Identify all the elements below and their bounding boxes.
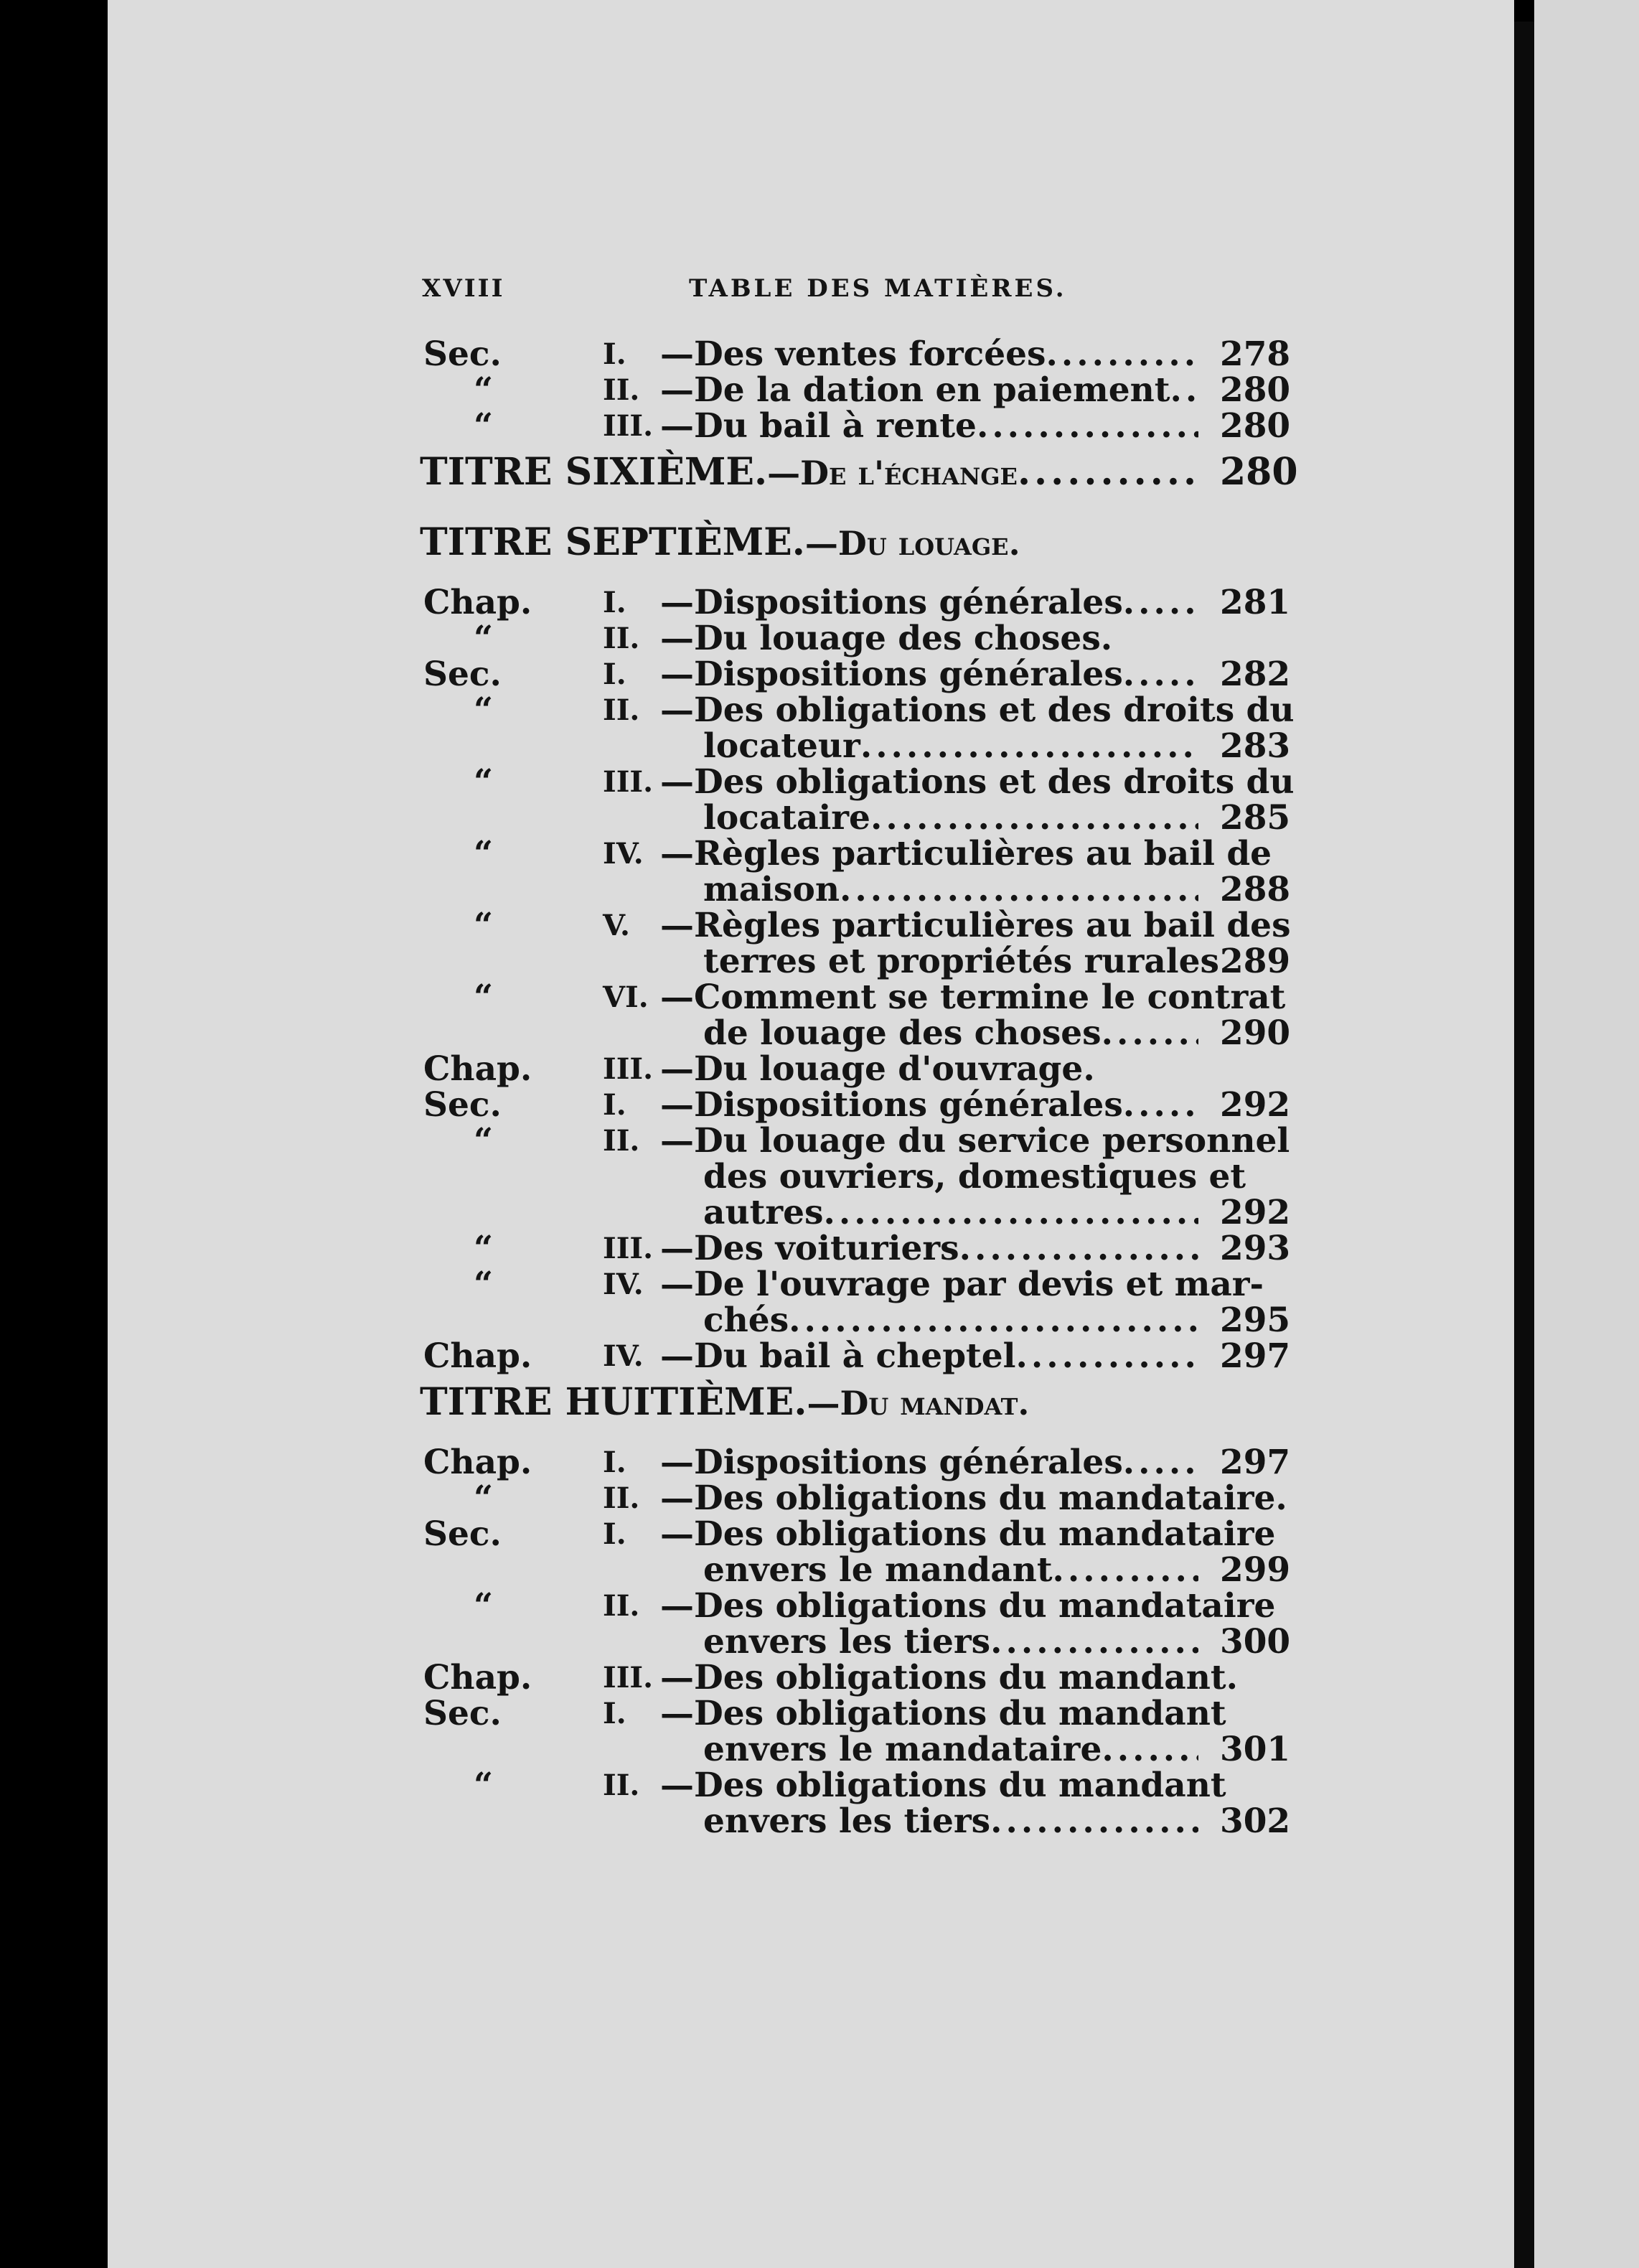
page-number: 293 (1220, 1229, 1291, 1268)
entry-title-text: —Du louage d'ouvrage. (660, 1049, 1095, 1089)
page-number: 288 (1220, 870, 1291, 909)
entry-title-continuation (703, 1803, 1198, 1840)
entry-continuation-text: maison (703, 870, 840, 909)
toc-entry-continuation (0, 1623, 1435, 1661)
toc-entry (0, 1480, 1435, 1517)
toc-entry (0, 1338, 1435, 1375)
toc-entry (0, 408, 1435, 445)
page-number: 295 (1220, 1301, 1291, 1340)
entry-title-continuation (703, 1302, 1198, 1339)
toc-entry (0, 1266, 1435, 1303)
entry-title-text: —Des obligations et des droits du (660, 762, 1295, 802)
entry-continuation-text: terres et propriétés rurales (703, 942, 1219, 981)
titre-heading: TITRE SEPTIÈME. (420, 520, 805, 564)
leader-dots (789, 1302, 1198, 1339)
entry-continuation-text: des ouvriers, domestiques et (703, 1157, 1246, 1196)
entry-title (660, 372, 1198, 409)
toc-entry (0, 1588, 1435, 1625)
entry-number: I. (603, 657, 626, 691)
entry-number: I. (603, 1088, 626, 1122)
entry-title (660, 834, 1272, 873)
toc-entry (0, 1444, 1435, 1481)
entry-title-continuation (703, 871, 1198, 909)
leader-dots (959, 1230, 1198, 1267)
entry-number: I. (603, 1445, 626, 1479)
toc-entry (0, 1087, 1435, 1124)
toc-entry-continuation (0, 800, 1435, 837)
page-number: 290 (1220, 1013, 1291, 1053)
entry-number: IV. (603, 1267, 644, 1301)
page-number: 278 (1220, 334, 1291, 374)
leader-dots (1123, 584, 1198, 622)
entry-title (660, 1051, 1198, 1088)
leader-dots (1170, 372, 1199, 409)
entry-label: “ (474, 690, 494, 730)
page-number: 283 (1220, 726, 1291, 766)
toc-entry (0, 692, 1435, 729)
leader-dots (1123, 1087, 1198, 1124)
leader-dots (990, 1623, 1198, 1661)
toc-titre-text (420, 450, 1198, 494)
entry-number: I. (603, 337, 626, 371)
toc-titre-row (420, 520, 1285, 564)
entry-label: “ (474, 1586, 494, 1626)
titre-heading: TITRE HUITIÈME. (420, 1380, 807, 1424)
entry-number: II. (603, 1481, 640, 1515)
entry-label: Chap. (423, 1658, 532, 1697)
entry-title-text: —Des obligations du mandataire (660, 1514, 1276, 1554)
toc-titre-text (420, 1380, 1198, 1424)
toc-entry (0, 1123, 1435, 1160)
entry-label: “ (474, 906, 494, 945)
entry-title-text: —Des obligations du mandant (660, 1694, 1226, 1733)
titre-subject: —Du mandat. (807, 1384, 1030, 1423)
entry-title (660, 620, 1198, 657)
entry-number: II. (603, 622, 640, 655)
entry-number: III. (603, 409, 654, 443)
entry-label: “ (474, 1479, 494, 1518)
entry-label: Sec. (423, 1514, 502, 1554)
toc-entry-continuation (0, 943, 1435, 980)
entry-title-text: —De la dation en paiement (660, 370, 1170, 410)
page-number: 280 (1220, 450, 1298, 494)
entry-number: III. (603, 765, 654, 799)
entry-title-continuation (703, 1623, 1198, 1661)
page-gutter (1514, 22, 1534, 2268)
page-number: 299 (1220, 1550, 1291, 1590)
entry-label: “ (474, 1229, 494, 1268)
entry-continuation-text: chés (703, 1301, 789, 1340)
page-number: 285 (1220, 798, 1291, 838)
entry-label: Chap. (423, 583, 532, 622)
entry-title-text: —Règles particulières au bail des (660, 906, 1291, 945)
entry-label: “ (474, 619, 494, 658)
entry-title-text: —Comment se termine le contrat (660, 978, 1286, 1017)
leader-dots (1018, 454, 1198, 491)
titre-subject: —Du louage. (804, 524, 1020, 563)
leader-dots (1123, 1444, 1198, 1481)
leader-dots (840, 871, 1198, 909)
entry-continuation-text: envers le mandant (703, 1550, 1053, 1590)
entry-continuation-text: de louage des choses (703, 1013, 1102, 1053)
leader-dots (860, 728, 1198, 765)
entry-title-text: —Dispositions générales (660, 1443, 1123, 1482)
entry-label: Chap. (423, 1336, 532, 1376)
entry-title (660, 1479, 1287, 1518)
entry-title-text: —Du bail à rente (660, 406, 977, 446)
entry-label: Sec. (423, 334, 502, 374)
entry-title-continuation (703, 728, 1198, 765)
entry-continuation-text: locataire (703, 798, 870, 838)
entry-number: II. (603, 693, 640, 727)
page-number: 297 (1220, 1336, 1291, 1376)
entry-title (660, 656, 1198, 693)
entry-title-text: —Des ventes forcées (660, 334, 1046, 374)
entry-title-text: —Dispositions générales (660, 655, 1123, 694)
toc-entry-continuation (0, 1731, 1435, 1768)
entry-label: Sec. (423, 1085, 502, 1125)
toc-titre-row (420, 1380, 1285, 1424)
entry-title-continuation (703, 1194, 1198, 1232)
leader-dots (977, 408, 1198, 445)
entry-number: I. (603, 1517, 626, 1551)
toc-entry (0, 979, 1435, 1016)
entry-title-text: —Des voituriers (660, 1229, 959, 1268)
toc-entry (0, 1767, 1435, 1804)
entry-title-continuation (703, 800, 1198, 837)
entry-title (660, 762, 1295, 802)
entry-title-continuation (703, 942, 1219, 981)
entry-label: “ (474, 406, 494, 446)
entry-title-continuation (703, 1015, 1198, 1052)
toc-titre-row (420, 450, 1298, 494)
entry-label: Chap. (423, 1049, 532, 1089)
entry-number: II. (603, 1768, 640, 1802)
toc-entry-continuation (0, 871, 1435, 909)
entry-label: “ (474, 1766, 494, 1805)
entry-title-continuation (703, 1552, 1198, 1589)
entry-title-text: —Dispositions générales (660, 1085, 1123, 1125)
toc-entry-continuation (0, 1803, 1435, 1840)
toc-entry (0, 835, 1435, 873)
entry-title-text: —Du louage du service personnel (660, 1121, 1290, 1161)
entry-title (660, 1514, 1276, 1554)
titre-heading: TITRE SIXIÈME. (420, 450, 768, 494)
page-number: 292 (1220, 1193, 1291, 1232)
entry-title (660, 1121, 1290, 1161)
entry-continuation-text: envers le mandataire (703, 1730, 1102, 1769)
entry-title (660, 1658, 1238, 1697)
page-number: 301 (1220, 1730, 1291, 1769)
titre-subject: —De l'échange (767, 454, 1018, 492)
toc-entry (0, 584, 1435, 622)
page-number: 280 (1220, 406, 1291, 446)
entry-title-text: —Règles particulières au bail de (660, 834, 1272, 873)
entry-title (660, 1265, 1264, 1304)
entry-label: “ (474, 834, 494, 873)
toc-entry (0, 1051, 1435, 1088)
entry-title (660, 1338, 1198, 1375)
entry-title (660, 1444, 1198, 1481)
entry-number: III. (603, 1661, 654, 1695)
entry-title-text: —De l'ouvrage par devis et mar- (660, 1265, 1264, 1304)
leader-dots (1102, 1015, 1198, 1052)
leader-dots (990, 1803, 1198, 1840)
entry-label: “ (474, 978, 494, 1017)
entry-title (660, 906, 1291, 945)
entry-label: Chap. (423, 1443, 532, 1482)
entry-label: “ (474, 1121, 494, 1161)
entry-number: III. (603, 1052, 654, 1086)
entry-title-text: —Des obligations du mandant. (660, 1658, 1238, 1697)
entry-title (660, 1087, 1198, 1124)
toc-entry (0, 620, 1435, 657)
leader-dots (1123, 656, 1198, 693)
entry-title (660, 690, 1295, 730)
leader-dots (1053, 1552, 1198, 1589)
toc-entry-continuation (0, 1194, 1435, 1232)
entry-title (660, 408, 1198, 445)
page-number: 302 (1220, 1801, 1291, 1841)
entry-label: Sec. (423, 1694, 502, 1733)
page-number: 292 (1220, 1085, 1291, 1125)
entry-number: IV. (603, 1339, 644, 1373)
entry-label: “ (474, 1265, 494, 1304)
page-number: 297 (1220, 1443, 1291, 1482)
entry-continuation-text: autres (703, 1193, 824, 1232)
entry-number: VI. (603, 980, 649, 1014)
toc-entry (0, 1516, 1435, 1553)
toc-entry (0, 656, 1435, 693)
leader-dots (823, 1194, 1198, 1232)
entry-title-text: —Du louage des choses. (660, 619, 1113, 658)
page-number: 282 (1220, 655, 1291, 694)
entry-title-text: —Des obligations et des droits du (660, 690, 1295, 730)
entry-label: “ (474, 762, 494, 802)
leader-dots (1102, 1731, 1198, 1768)
page-folio: XVIII (422, 274, 505, 303)
toc-entry-continuation (0, 1302, 1435, 1339)
entry-title (660, 1586, 1276, 1626)
toc-entry (0, 907, 1435, 945)
leader-dots (1016, 1338, 1198, 1375)
entry-title-continuation (703, 1157, 1246, 1196)
toc-entry (0, 336, 1435, 373)
entry-title-text: —Du bail à cheptel (660, 1336, 1016, 1376)
toc-entry-continuation (0, 1015, 1435, 1052)
toc-entry (0, 1695, 1435, 1733)
entry-title-text: —Des obligations du mandataire. (660, 1479, 1287, 1518)
entry-label: “ (474, 370, 494, 410)
entry-continuation-text: envers les tiers (703, 1801, 991, 1841)
entry-continuation-text: envers les tiers (703, 1622, 991, 1662)
entry-title-text: —Des obligations du mandataire (660, 1586, 1276, 1626)
toc-entry-continuation (0, 728, 1435, 765)
entry-title (660, 1694, 1226, 1733)
page-number: 300 (1220, 1622, 1291, 1662)
entry-number: I. (603, 586, 626, 619)
leader-dots (870, 800, 1198, 837)
page-number: 289 (1220, 942, 1291, 981)
page-number: 280 (1220, 370, 1291, 410)
entry-number: II. (603, 373, 640, 407)
toc-entry (0, 1230, 1435, 1267)
entry-label: Sec. (423, 655, 502, 694)
facing-page-edge (1534, 0, 1639, 2268)
toc-entry-continuation (0, 1158, 1435, 1196)
entry-title-text: —Des obligations du mandant (660, 1766, 1226, 1805)
toc-entry-continuation (0, 1552, 1435, 1589)
toc-titre-text (420, 520, 1198, 564)
entry-number: II. (603, 1124, 640, 1158)
entry-number: V. (603, 909, 630, 942)
page-number: 281 (1220, 583, 1291, 622)
entry-title-text: —Dispositions générales (660, 583, 1123, 622)
entry-number: I. (603, 1697, 626, 1730)
toc-entry (0, 372, 1435, 409)
toc-entry (0, 764, 1435, 801)
entry-continuation-text: locateur (703, 726, 860, 766)
leader-dots (1046, 336, 1198, 373)
entry-title (660, 1766, 1226, 1805)
entry-title (660, 1230, 1198, 1267)
running-title: TABLE DES MATIÈRES. (689, 274, 1067, 303)
entry-number: II. (603, 1589, 640, 1623)
entry-number: III. (603, 1232, 654, 1265)
entry-number: IV. (603, 837, 644, 871)
toc-entry (0, 1659, 1435, 1697)
entry-title-continuation (703, 1731, 1198, 1768)
entry-title (660, 336, 1198, 373)
entry-title (660, 584, 1198, 622)
entry-title (660, 978, 1286, 1017)
